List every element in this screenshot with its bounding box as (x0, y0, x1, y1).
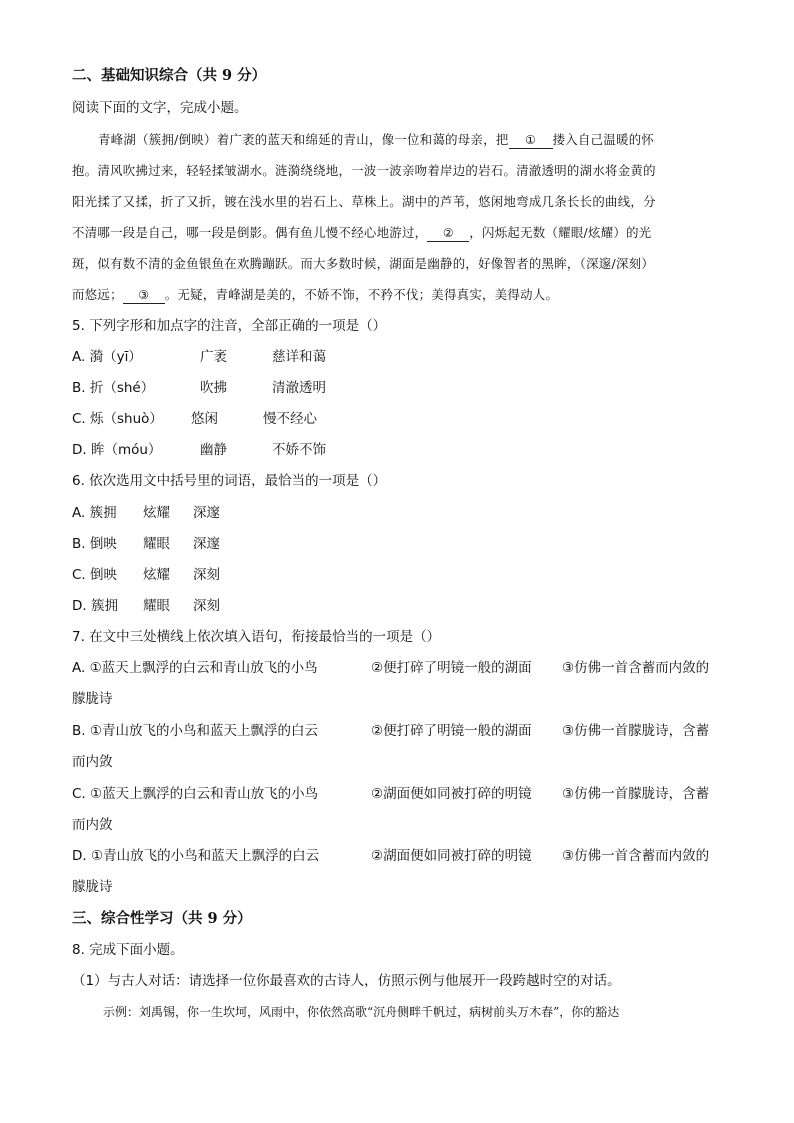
q7-option-a-cont: 朦胧诗 (72, 691, 113, 707)
exam-page: 二、基础知识综合（共 9 分） 阅读下面的文字，完成小题。 青峰湖（簇拥/倒映）着广袤的蓝天和绵延的青山，像一位和蔼的母亲，把 ① 搂入自己温暖的怀 抱。清风吹拂过来，轻轻揉皱湖水。涟漪绕绕地，一波一波亲吻着岸边的岩石。清澈透明的湖水将金黄的 阳光揉了又揉，折了又折，镀在浅水里的岩石上、草株上。湖中的芦苇，悠闲地弯成几条长长的曲线，分 不清哪一段是自己，哪一段是倒影。偶有鱼儿慢不经心地游过， ② ，闪烁起无数（耀眼/炫耀）的光 斑，似有数不清的金鱼银鱼在欢腾蹦跃。而大多数时候，湖面是幽静的，好像智者的黑眸，（深邃/深刻） 而悠远； ③ 。无疑，青峰湖是美的，不娇不饰，不矜不伐；美得真实，美得动人。 5. 下列字形和加点字的注音，全部正确的一项是（） A. 漪（yī） 广袤 慈详和蔼 B. 折（shé） 吹拂 清澈透明 C. 烁（shuò） 悠闲 慢不经心 D. 眸（móu） 幽静 不娇不饰 6. 依次选用文中括号里的词语，最恰当的一项是（） A. 簇拥 炫耀 深邃 B. 倒映 耀眼 深邃 C. 倒映 炫耀 深刻 D. 簇拥 耀眼 深刻 7. 在文中三处横线上依次填入语句，衔接最恰当的一项是（） A. ①蓝天上飘浮的白云和青山放飞的小鸟 ②便打碎了明镜一般的湖面 ③仿佛一首含蓄而内敛的 朦胧诗 B. ①青山放飞的小鸟和蓝天上飘浮的白云 ②便打碎了明镜一般的湖面 ③仿佛一首朦胧诗，含蓄 而内敛 C. ①蓝天上飘浮的白云和青山放飞的小鸟 ②湖面便如同被打碎的明镜 ③仿佛一首朦胧诗，含蓄 而内敛 D. ①青山放飞的小鸟和蓝天上飘浮的白云 ②湖面便如同被打碎的明镜 ③仿佛一首含蓄而内敛的 朦胧诗 三、综合性学习（共 9 分） 8. 完成下面小题。 （1）与古人对话：请选择一位你最喜欢的古诗人，仿照示例与他展开一段跨越时空的对话。 示例：刘禹锡，你一生坎坷，风雨中，你依然高歌“沉舟侧畔千帆过，病树前头万木春”，你的豁达 (0, 0, 794, 1123)
passage-line-3: 阳光揉了又揉，折了又折，镀在浅水里的岩石上、草株上。湖中的芦苇，悠闲地弯成几条长长的曲线，分 (72, 194, 656, 209)
passage-line-5: 斑，似有数不清的金鱼银鱼在欢腾蹦跃。而大多数时候，湖面是幽静的，好像智者的黑眸，（深邃/深刻） (72, 256, 655, 271)
passage-line-6: 而悠远； ③ 。无疑，青峰湖是美的，不娇不饰，不矜不伐；美得真实，美得动人。 (72, 287, 559, 302)
blank-1: ① (509, 132, 553, 149)
q7-option-b-cont: 而内敛 (72, 754, 113, 770)
passage-line-2: 抱。清风吹拂过来，轻轻揉皱湖水。涟漪绕绕地，一波一波亲吻着岸边的岩石。清澈透明的湖水将金黄的 (72, 163, 656, 178)
q6-stem: 6. 依次选用文中括号里的词语，最恰当的一项是（） (72, 473, 387, 489)
q8-example: 示例：刘禹锡，你一生坎坷，风雨中，你依然高歌“沉舟侧畔千帆过，病树前头万木春”，你的豁达 (103, 1005, 620, 1019)
q7-option-c-cont: 而内敛 (72, 817, 113, 833)
passage-line-1: 青峰湖（簇拥/倒映）着广袤的蓝天和绵延的青山，像一位和蔼的母亲，把 ① 搂入自己温暖的怀 (98, 132, 655, 147)
q8-stem: 8. 完成下面小题。 (72, 942, 184, 958)
section3-title: 三、综合性学习（共 9 分） (72, 910, 252, 927)
q7-option-d-cont: 朦胧诗 (72, 879, 113, 895)
q5-stem: 5. 下列字形和加点字的注音，全部正确的一项是（） (72, 318, 387, 334)
section2-instruction: 阅读下面的文字，完成小题。 (72, 100, 248, 116)
blank-2: ② (427, 225, 469, 242)
blank-3: ③ (123, 287, 165, 304)
q7-stem: 7. 在文中三处横线上依次填入语句，衔接最恰当的一项是（） (72, 629, 441, 645)
passage-line-4: 不清哪一段是自己，哪一段是倒影。偶有鱼儿慢不经心地游过， ② ，闪烁起无数（耀眼/炫耀）的光 (72, 225, 652, 240)
section2-title: 二、基础知识综合（共 9 分） (72, 67, 267, 84)
q8-part1: （1）与古人对话：请选择一位你最喜欢的古诗人，仿照示例与他展开一段跨越时空的对话。 (72, 973, 621, 989)
